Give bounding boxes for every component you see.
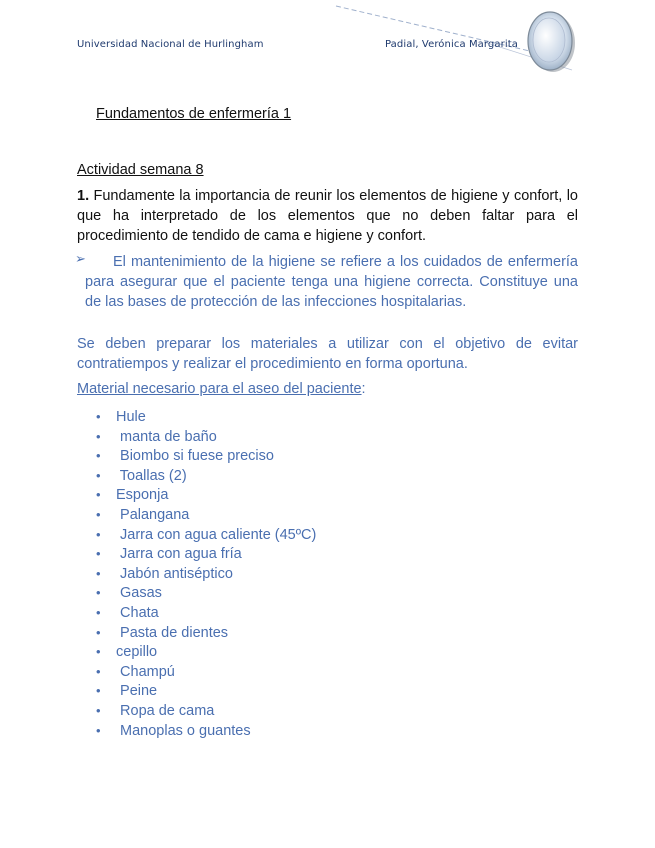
- list-item: • Chata: [96, 604, 159, 621]
- bullet-icon: •: [96, 722, 101, 738]
- list-item: • Ropa de cama: [96, 702, 215, 719]
- bullet-icon: •: [96, 702, 101, 718]
- materials-list: [96, 407, 316, 740]
- bullet-icon: •: [96, 526, 101, 542]
- bullet-icon: •: [96, 565, 101, 581]
- bullet-icon: •: [96, 467, 101, 483]
- bullet-icon: •: [96, 624, 101, 640]
- course-title: Fundamentos de enfermería 1: [96, 106, 292, 122]
- activity-title: Actividad semana 8: [77, 162, 204, 178]
- list-item: • Jarra con agua caliente (45ºC): [96, 526, 317, 543]
- bullet-icon: •: [96, 683, 101, 699]
- list-item: • Gasas: [96, 585, 162, 602]
- list-item: • Toallas (2): [96, 467, 187, 484]
- list-item: • Esponja: [96, 487, 169, 504]
- bullet-icon: •: [96, 487, 101, 503]
- list-item: • Jabón antiséptico: [96, 565, 233, 582]
- bullet-icon: •: [96, 546, 101, 562]
- list-item: • Manoplas o guantes: [96, 722, 251, 739]
- materials-title: Material necesario para el aseo del paciente: [77, 381, 362, 397]
- arrow-bullet-icon: ➢: [75, 251, 86, 266]
- bullet-icon: •: [96, 604, 101, 620]
- bullet-icon: •: [96, 585, 101, 601]
- list-item: • Jarra con agua fría: [96, 546, 242, 563]
- header-orb-logo: [522, 8, 578, 74]
- question-paragraph: [77, 186, 578, 246]
- bullet-icon: •: [96, 409, 101, 424]
- list-item: • Champú: [96, 663, 175, 680]
- materials-heading: [77, 381, 366, 397]
- question-text: Fundamente la importancia de reunir los elementos de higiene y confort, lo que ha interpretado de los elementos que no deben faltar para el procedimiento de tendido de cama e higiene y confort.: [77, 188, 578, 244]
- list-item: • Palangana: [96, 506, 190, 523]
- list-item: • Pasta de dientes: [96, 624, 229, 641]
- answer-paragraph-2: Se deben preparar los materiales a utilizar con el objetivo de evitar contratiempos y realizar el procedimiento en forma oportuna.: [77, 336, 578, 372]
- bullet-icon: •: [96, 644, 101, 660]
- header-university: Universidad Nacional de Hurlingham: [77, 39, 264, 50]
- question-number: 1.: [77, 188, 90, 204]
- list-item: • Hule: [96, 409, 146, 425]
- answer-paragraph-1: El mantenimiento de la higiene se refiere a los cuidados de enfermería para asegurar que el paciente tenga una higiene correcta. Constituye una de las bases de protección de las infecciones hospitalarias.: [85, 254, 578, 310]
- list-item: • manta de baño: [96, 428, 217, 445]
- bullet-icon: •: [96, 663, 101, 679]
- bullet-icon: •: [96, 428, 101, 444]
- bullet-icon: •: [96, 448, 101, 464]
- list-item: • Biombo si fuese preciso: [96, 448, 274, 465]
- header-author: Padial, Verónica Margarita: [385, 39, 518, 50]
- bullet-icon: •: [96, 506, 101, 522]
- materials-title-colon: :: [361, 381, 366, 397]
- list-item: • Peine: [96, 683, 158, 700]
- list-item: • cepillo: [96, 644, 158, 661]
